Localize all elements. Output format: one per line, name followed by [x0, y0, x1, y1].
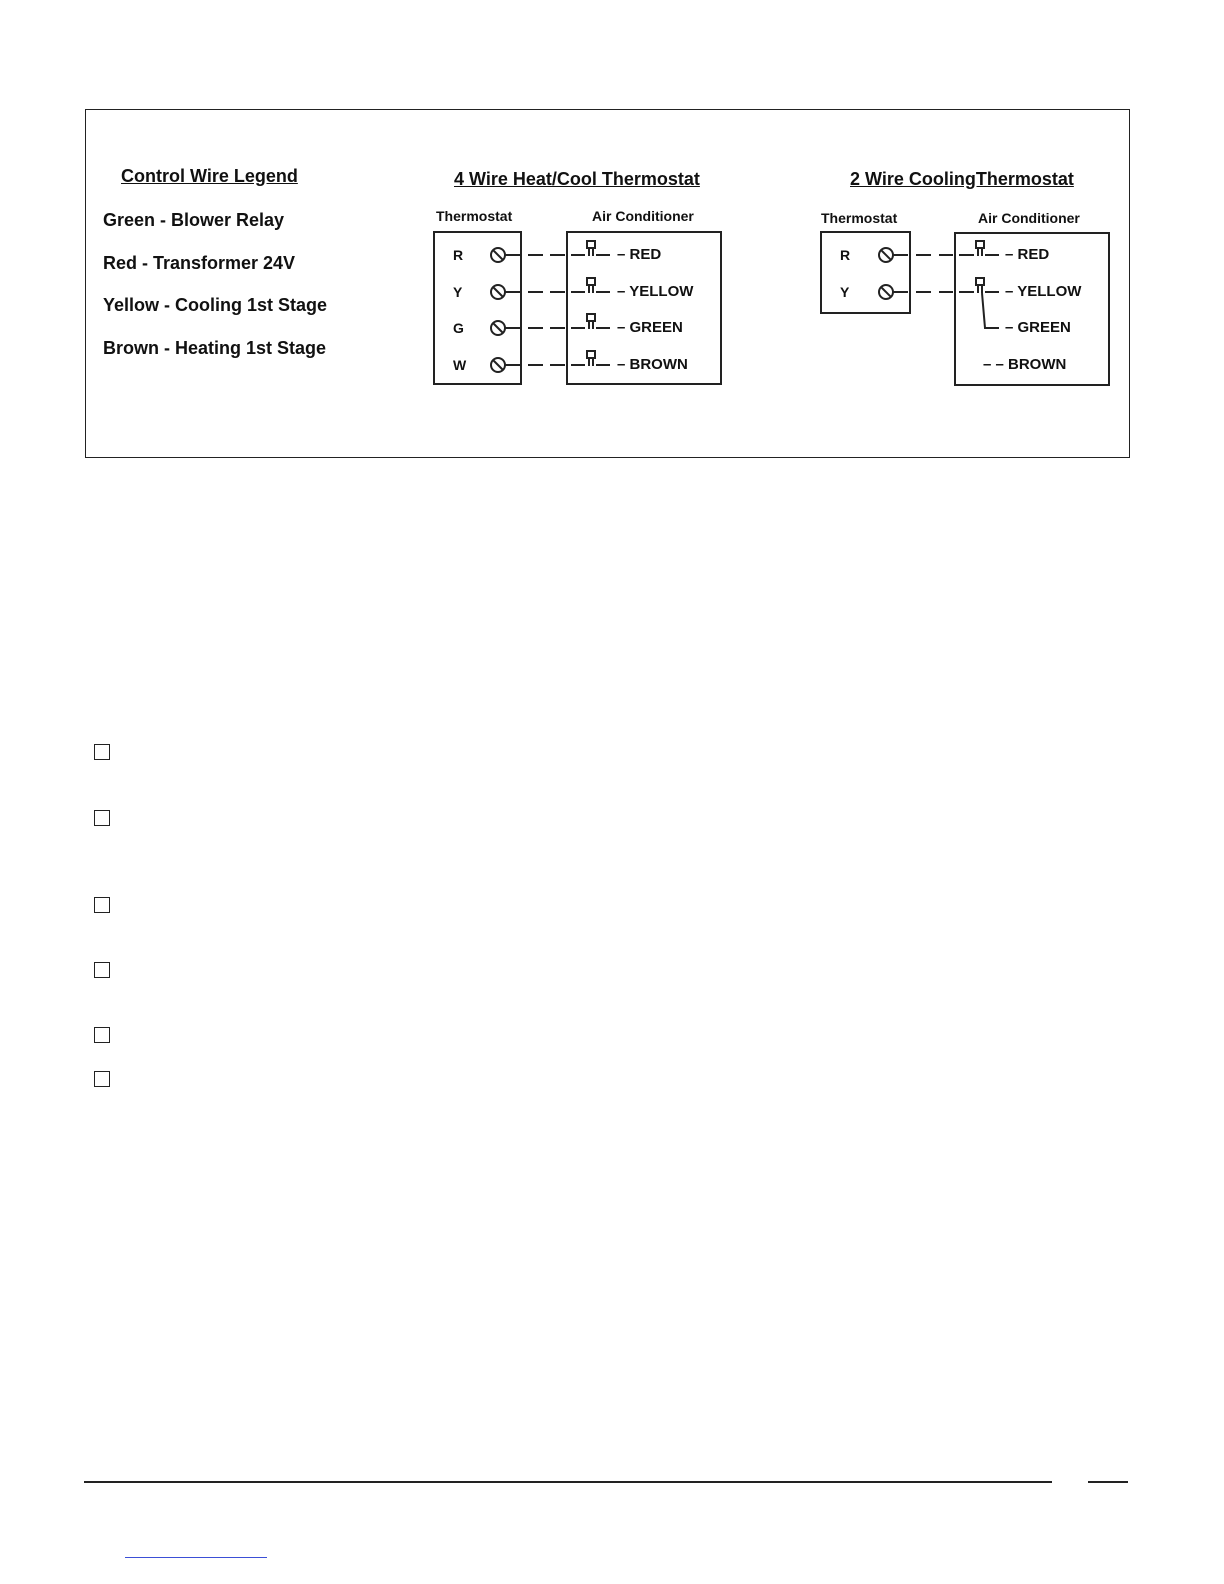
- checklist-box[interactable]: [94, 1071, 110, 1087]
- four-wire-connector-r: [587, 241, 595, 256]
- two-wire-wire-green: – GREEN: [1005, 319, 1071, 336]
- wiring-graphics: [0, 0, 1224, 460]
- four-wire-terminal-g: G: [453, 320, 464, 336]
- four-wire-thermostat-label: Thermostat: [436, 208, 513, 224]
- four-wire-terminal-y: Y: [453, 284, 463, 300]
- two-wire-screw-y: [879, 285, 893, 299]
- legend-item-red: Red - Transformer 24V: [103, 253, 296, 273]
- four-wire-connector-w: [587, 351, 595, 366]
- two-wire-wire-yellow: – YELLOW: [1005, 283, 1082, 300]
- two-wire-title: 2 Wire CoolingThermostat: [850, 169, 1074, 189]
- four-wire-connector-g: [587, 314, 595, 329]
- four-wire-title: 4 Wire Heat/Cool Thermostat: [454, 169, 700, 189]
- checklist-box[interactable]: [94, 897, 110, 913]
- two-wire-wire-brown: – – BROWN: [983, 356, 1067, 373]
- four-wire-screw-w: [491, 358, 505, 372]
- two-wire-terminal-r: R: [840, 247, 851, 263]
- footer-rule: [84, 1481, 1052, 1483]
- page-number-rule: [1088, 1481, 1128, 1483]
- four-wire-wire-yellow: – YELLOW: [617, 283, 694, 300]
- two-wire-ac-label: Air Conditioner: [978, 210, 1080, 226]
- two-wire-wire-red: – RED: [1005, 246, 1050, 263]
- two-wire-screw-r: [879, 248, 893, 262]
- two-wire-connector-y: [976, 278, 984, 293]
- legend-item-brown: Brown - Heating 1st Stage: [103, 338, 327, 358]
- four-wire-terminal-w: W: [453, 357, 467, 373]
- checklist-box[interactable]: [94, 962, 110, 978]
- four-wire-screw-y: [491, 285, 505, 299]
- legend-title: Control Wire Legend: [121, 166, 298, 186]
- legend-item-green: Green - Blower Relay: [103, 210, 285, 230]
- two-wire-terminal-y: Y: [840, 284, 850, 300]
- four-wire-connector-y: [587, 278, 595, 293]
- four-wire-terminal-r: R: [453, 247, 464, 263]
- checklist-box[interactable]: [94, 1027, 110, 1043]
- legend-item-yellow: Yellow - Cooling 1st Stage: [103, 295, 328, 315]
- two-wire-thermostat-label: Thermostat: [821, 210, 898, 226]
- four-wire-wire-red: – RED: [617, 246, 662, 263]
- four-wire-screw-r: [491, 248, 505, 262]
- four-wire-wire-brown: – BROWN: [617, 356, 688, 373]
- four-wire-ac-label: Air Conditioner: [592, 208, 694, 224]
- two-wire-jumper-green: [982, 293, 999, 328]
- footer-link-underline[interactable]: [125, 1557, 267, 1558]
- checklist-box[interactable]: [94, 810, 110, 826]
- four-wire-wire-green: – GREEN: [617, 319, 683, 336]
- checklist-box[interactable]: [94, 744, 110, 760]
- two-wire-connector-r: [976, 241, 984, 256]
- four-wire-screw-g: [491, 321, 505, 335]
